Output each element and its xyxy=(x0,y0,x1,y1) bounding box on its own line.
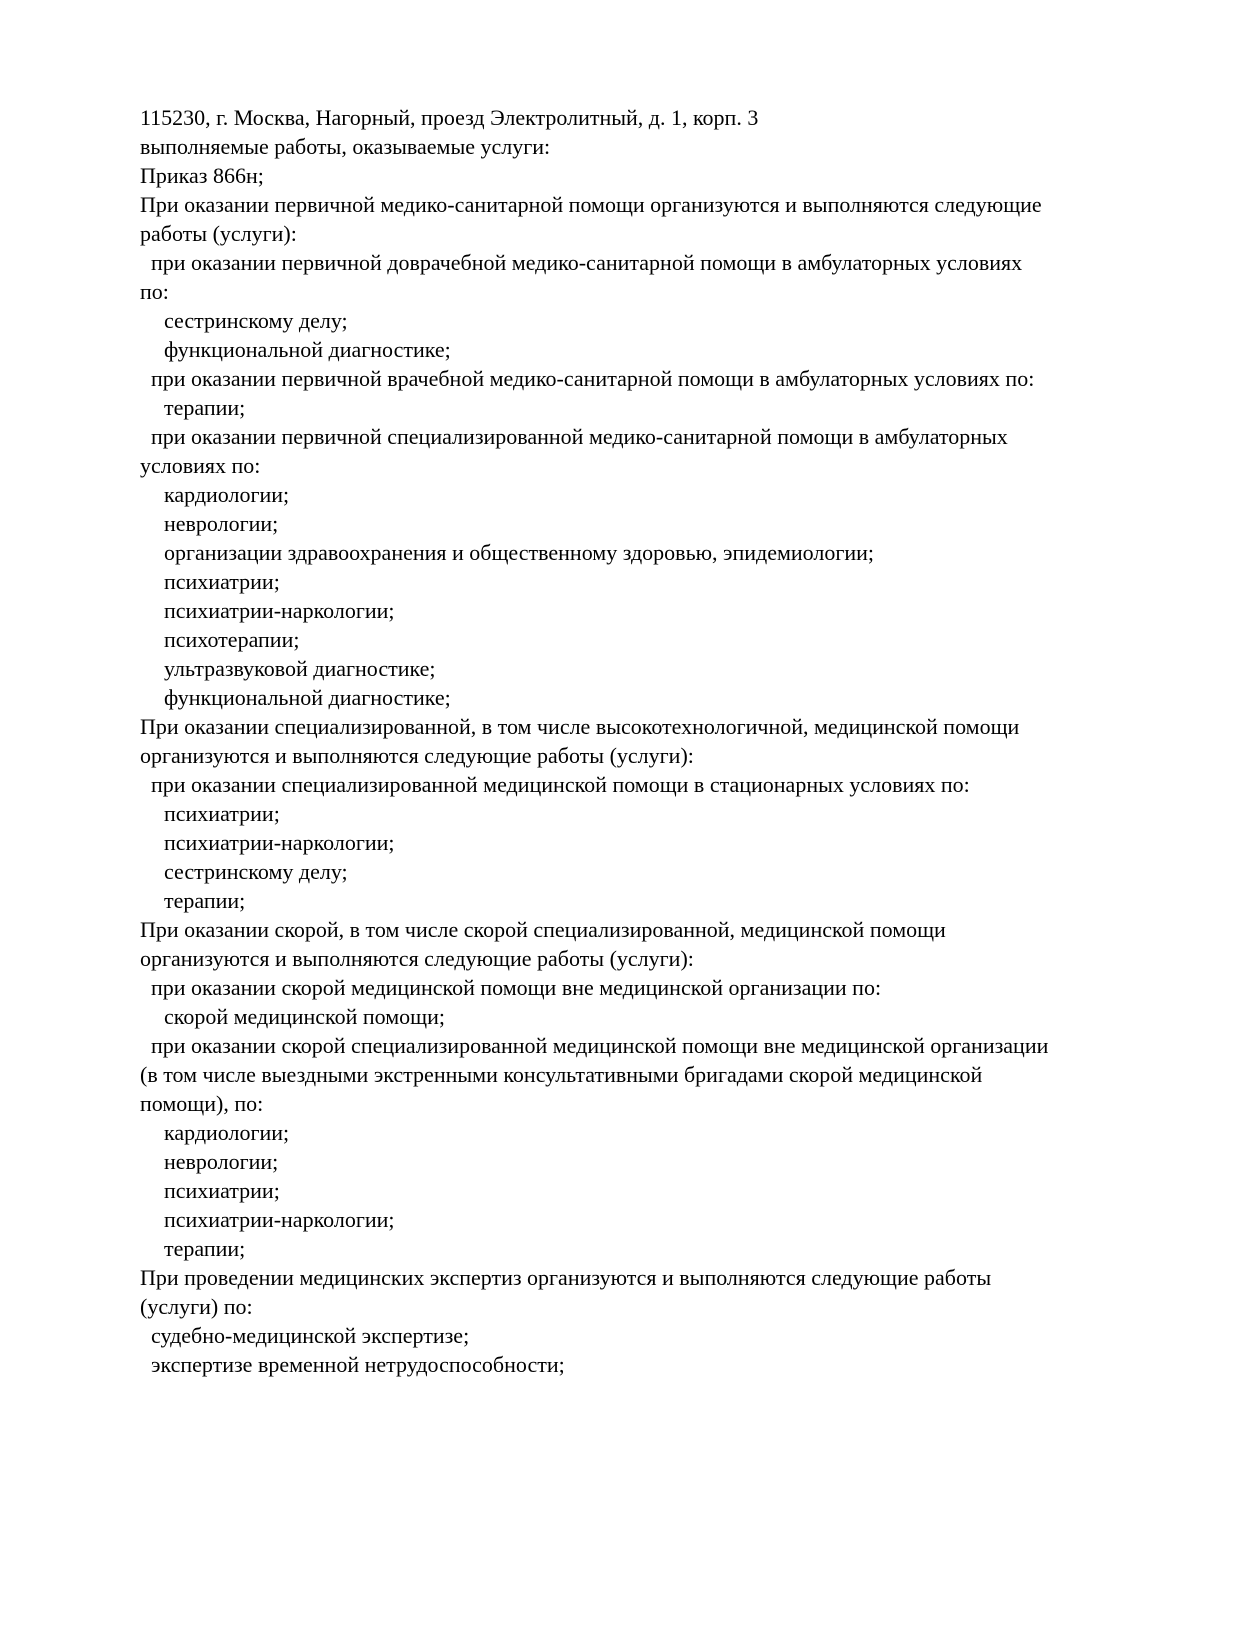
text-line: При проведении медицинских экспертиз организуются и выполняются следующие работы xyxy=(140,1265,992,1290)
text-line: помощи), по: xyxy=(140,1091,264,1116)
text-line: условиях по: xyxy=(140,453,261,478)
text-line: При оказании специализированной, в том числе высокотехнологичной, медицинской помощи xyxy=(140,714,1020,739)
text-line: организации здравоохранения и общественному здоровью, эпидемиологии; xyxy=(164,540,875,565)
text-line: психиатрии-наркологии; xyxy=(164,830,395,855)
text-line: при оказании первичной специализированной медико-санитарной помощи в амбулаторных xyxy=(151,424,1008,449)
text-line: кардиологии; xyxy=(164,482,290,507)
text-line: работы (услуги): xyxy=(140,221,297,246)
text-line: При оказании скорой, в том числе скорой специализированной, медицинской помощи xyxy=(140,917,946,942)
text-line: выполняемые работы, оказываемые услуги: xyxy=(140,134,551,159)
text-line: 115230, г. Москва, Нагорный, проезд Электролитный, д. 1, корп. 3 xyxy=(140,105,759,130)
text-line: Приказ 866н; xyxy=(140,163,264,188)
text-line: функциональной диагностике; xyxy=(164,337,451,362)
text-line: психиатрии; xyxy=(164,801,280,826)
text-line: психиатрии-наркологии; xyxy=(164,598,395,623)
text-line: сестринскому делу; xyxy=(164,308,348,333)
text-line: организуются и выполняются следующие работы (услуги): xyxy=(140,743,694,768)
text-line: психиатрии; xyxy=(164,1178,280,1203)
text-line: по: xyxy=(140,279,169,304)
text-line: терапии; xyxy=(164,888,246,913)
text-line: неврологии; xyxy=(164,1149,279,1174)
text-line: ультразвуковой диагностике; xyxy=(164,656,436,681)
text-line: при оказании первичной доврачебной медико-санитарной помощи в амбулаторных условиях xyxy=(151,250,1023,275)
text-line: экспертизе временной нетрудоспособности; xyxy=(151,1352,565,1377)
text-line: судебно-медицинской экспертизе; xyxy=(151,1323,470,1348)
text-line: терапии; xyxy=(164,1236,246,1261)
text-line: скорой медицинской помощи; xyxy=(164,1004,446,1029)
text-line: при оказании скорой медицинской помощи вне медицинской организации по: xyxy=(151,975,882,1000)
text-line: неврологии; xyxy=(164,511,279,536)
text-line: при оказании скорой специализированной медицинской помощи вне медицинской организации xyxy=(151,1033,1049,1058)
text-line: сестринскому делу; xyxy=(164,859,348,884)
text-line: (в том числе выездными экстренными консультативными бригадами скорой медицинской xyxy=(140,1062,983,1087)
text-line: функциональной диагностике; xyxy=(164,685,451,710)
text-line: психиатрии; xyxy=(164,569,280,594)
text-line: организуются и выполняются следующие работы (услуги): xyxy=(140,946,694,971)
text-line: при оказании первичной врачебной медико-санитарной помощи в амбулаторных условиях по: xyxy=(151,366,1035,391)
text-line: При оказании первичной медико-санитарной помощи организуются и выполняются следующие xyxy=(140,192,1042,217)
text-line: при оказании специализированной медицинской помощи в стационарных условиях по: xyxy=(151,772,970,797)
text-line: психотерапии; xyxy=(164,627,300,652)
document-body xyxy=(140,103,1200,1379)
text-line: (услуги) по: xyxy=(140,1294,253,1319)
text-line: психиатрии-наркологии; xyxy=(164,1207,395,1232)
text-line: терапии; xyxy=(164,395,246,420)
text-line: кардиологии; xyxy=(164,1120,290,1145)
